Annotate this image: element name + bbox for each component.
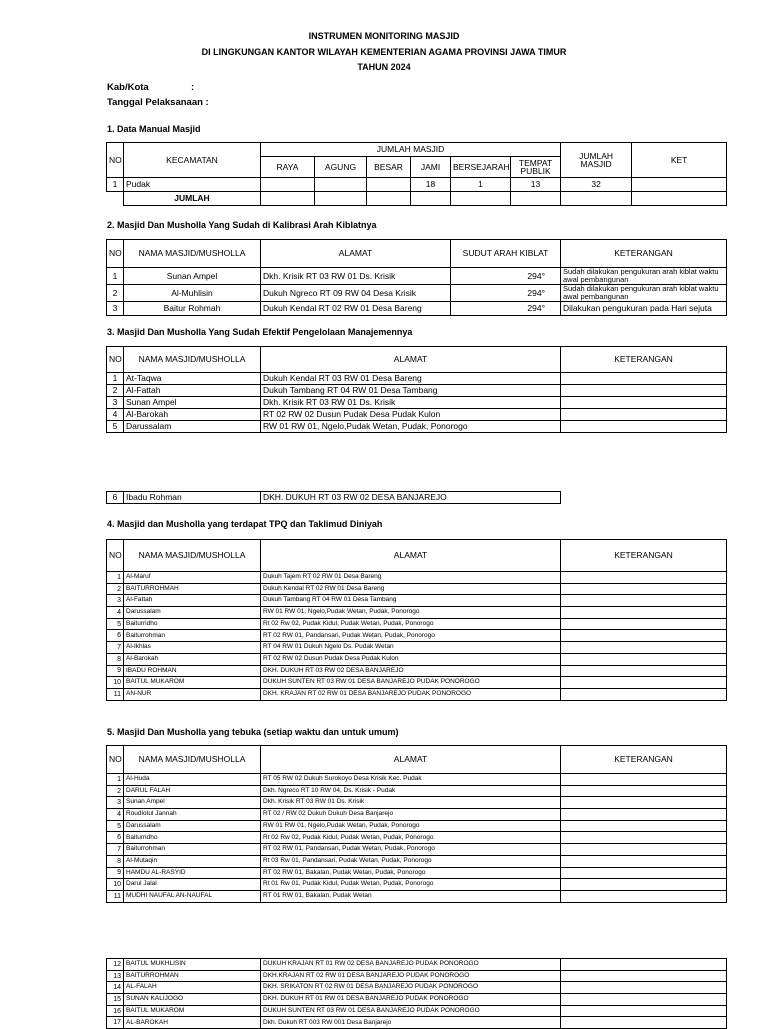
data-manual-table — [106, 142, 727, 206]
cell-alamat: RT 02 RW 02 Dusun Pudak Desa Pudak Kulon — [261, 653, 561, 665]
cell-nama: AL-BAROKAH — [124, 1017, 261, 1029]
table-row — [107, 409, 727, 421]
cell-agung — [315, 178, 367, 192]
cell-no: 9 — [107, 665, 124, 677]
cell-no: 1 — [107, 774, 124, 786]
cell-alamat: RT 02 RW 01, Pandansari, Pudak Wetan, Pudak, Ponorogo — [261, 630, 561, 642]
section5-title: 5. Masjid Dan Musholla yang tebuka (setiap waktu dan untuk umum) — [107, 727, 399, 737]
cell-ket — [632, 178, 727, 192]
cell-no: 8 — [107, 653, 124, 665]
cell-no: 4 — [107, 607, 124, 619]
cell-alamat: Dukuh Tajem RT 02 RW 01 Desa Bareng — [261, 572, 561, 584]
doc-title-line2: DI LINGKUNGAN KANTOR WILAYAH KEMENTERIAN AGAMA PROVINSI JAWA TIMUR — [201, 47, 567, 57]
cell-keterangan — [561, 832, 727, 844]
cell-nama: BAITUL MUKAROM — [124, 1005, 261, 1017]
cell-alamat: DUKUH KRAJAN RT 01 RW 02 DESA BANJAREJO PUDAK PONOROGO — [261, 959, 561, 971]
cell-alamat: Dkh. Krisik RT 03 RW 01 Ds. Krisik — [261, 268, 451, 285]
col-besar: BESAR — [367, 157, 411, 178]
table-row — [107, 178, 727, 192]
cell-nama: Darussalam — [124, 820, 261, 832]
col-no: NO — [107, 347, 124, 373]
cell-keterangan — [561, 665, 727, 677]
cell-alamat: RT 05 RW 02 Dukuh Surokoyo Desa Krisik Kec. Pudak — [261, 774, 561, 786]
table-row — [107, 785, 727, 797]
table-row — [107, 879, 727, 891]
cell-alamat: Dkh. Ngreco RT 10 RW 04, Ds. Krisik - Pudak — [261, 785, 561, 797]
cell-no: 3 — [107, 302, 124, 316]
cell-no: 7 — [107, 844, 124, 856]
cell-no: 6 — [107, 832, 124, 844]
cell-no: 1 — [107, 373, 124, 385]
cell-no: 17 — [107, 1017, 124, 1029]
table-row — [107, 688, 727, 700]
cell-keterangan — [561, 607, 727, 619]
cell-nama: HAMDU AL-RASYID — [124, 867, 261, 879]
table-row — [107, 572, 727, 584]
cell-nama: Ibadu Rohman — [124, 492, 261, 504]
table-row — [107, 618, 727, 630]
cell-keterangan — [561, 820, 727, 832]
cell-nama: Darussalam — [124, 421, 261, 433]
cell-no: 1 — [107, 572, 124, 584]
cell-keterangan — [561, 959, 727, 971]
cell-alamat: Dukuh Tambang RT 04 RW 01 Desa Tambang — [261, 595, 561, 607]
table-row — [107, 959, 727, 971]
cell-keterangan — [561, 994, 727, 1006]
cell-alamat: Dkh. Krisik RT 03 RW 01 Ds. Krisik — [261, 797, 561, 809]
col-tempat-publik: TEMPAT PUBLIK — [511, 157, 561, 178]
cell-alamat: RT 02 RW 01, Bakalan, Pudak Wetan, Pudak, Ponorogo — [261, 867, 561, 879]
cell-keterangan — [561, 642, 727, 654]
cell-no: 4 — [107, 409, 124, 421]
cell-no: 4 — [107, 809, 124, 821]
cell-keterangan — [561, 797, 727, 809]
cell-kecamatan: Pudak — [124, 178, 261, 192]
cell-nama: AL-FALAH — [124, 982, 261, 994]
cell-alamat: Dukuh Ngreco RT 09 RW 04 Desa Krisik — [261, 285, 451, 302]
cell-nama: Roudlotul Jannah — [124, 809, 261, 821]
kab-kota-colon: : — [191, 82, 195, 93]
total-row — [107, 192, 727, 206]
table-row — [107, 607, 727, 619]
cell-nama: Darul Jalal — [124, 879, 261, 891]
cell-nama: Baiturridho — [124, 832, 261, 844]
cell-alamat: Rt 02 Rw 02, Pudak Kidul, Pudak Wetan, Pudak, Ponorogo — [261, 832, 561, 844]
cell-nama: DARUL FALAH — [124, 785, 261, 797]
cell-keterangan: Dilakukan pengukuran pada Hari sejuta — [561, 302, 727, 316]
cell-nama: Al-Ikhlas — [124, 642, 261, 654]
cell-keterangan — [561, 809, 727, 821]
cell-keterangan: Sudah dilakukan pengukuran arah kiblat waktu awal pembangunan — [561, 285, 727, 302]
table-row — [107, 373, 727, 385]
cell-keterangan: Sudah dilakukan pengukuran arah kiblat waktu awal pembangunan — [561, 268, 727, 285]
cell-keterangan — [561, 1017, 727, 1029]
cell-nama: MUDHI NAUFAL AN-NAUFAL — [124, 890, 261, 902]
cell-no: 3 — [107, 595, 124, 607]
table-row — [107, 630, 727, 642]
cell-sudut: 294° — [451, 302, 561, 316]
table-row — [107, 832, 727, 844]
tpq-table — [106, 539, 727, 701]
cell-no: 16 — [107, 1005, 124, 1017]
cell-no: 9 — [107, 867, 124, 879]
cell-keterangan — [561, 688, 727, 700]
cell-nama: Al-Fattah — [124, 385, 261, 397]
table-row — [107, 492, 561, 504]
col-nama: NAMA MASJID/MUSHOLLA — [124, 746, 261, 774]
table-row — [107, 774, 727, 786]
cell-besar — [367, 178, 411, 192]
cell-no: 14 — [107, 982, 124, 994]
tanggal-label: Tanggal Pelaksanaan : — [107, 97, 209, 108]
cell-no: 6 — [107, 492, 124, 504]
col-raya: RAYA — [261, 157, 315, 178]
cell-nama: Baiturridho — [124, 618, 261, 630]
cell-keterangan — [561, 677, 727, 689]
cell-alamat: DUKUH SUNTEN RT 03 RW 01 DESA BANJAREJO PUDAK PONOROGO — [261, 677, 561, 689]
cell-no: 5 — [107, 618, 124, 630]
cell-no: 15 — [107, 994, 124, 1006]
section4-title: 4. Masjid dan Musholla yang terdapat TPQ dan Taklimud Diniyah — [107, 519, 383, 529]
cell-keterangan — [561, 867, 727, 879]
col-no: NO — [107, 240, 124, 268]
cell-jumlah: 32 — [561, 178, 632, 192]
cell-alamat: Rt 03 Rw 01, Pandansari, Pudak Wetan, Pudak, Ponorogo — [261, 855, 561, 867]
cell-no: 2 — [107, 285, 124, 302]
cell-nama: Al-Mutaqin — [124, 855, 261, 867]
cell-alamat: DKH.KRAJAN RT 02 RW 01 DESA BANJAREJO PUDAK PONOROGO — [261, 970, 561, 982]
cell-no: 6 — [107, 630, 124, 642]
cell-alamat: RW 01 RW 01, Ngelo,Pudak Wetan, Pudak, Ponorogo — [261, 421, 561, 433]
cell-keterangan — [561, 844, 727, 856]
terbuka-table — [106, 745, 727, 903]
cell-alamat: RT 01 RW 01, Bakalan, Pudak Wetan — [261, 890, 561, 902]
col-keterangan: KETERANGAN — [561, 240, 727, 268]
cell-no: 7 — [107, 642, 124, 654]
table-row — [107, 595, 727, 607]
cell-alamat: RT 02 RW 02 Dusun Pudak Desa Pudak Kulon — [261, 409, 561, 421]
cell-no: 10 — [107, 677, 124, 689]
cell-nama: Baiturrohman — [124, 844, 261, 856]
cell-nama: AN-NUR — [124, 688, 261, 700]
cell-nama: Al-Huda — [124, 774, 261, 786]
cell-raya — [261, 178, 315, 192]
cell-keterangan — [561, 855, 727, 867]
cell-alamat: Rt 02 Rw 02, Pudak Kidul, Pudak Wetan, Pudak, Ponorogo — [261, 618, 561, 630]
cell-nama: Darussalam — [124, 607, 261, 619]
col-keterangan: KETERANGAN — [561, 347, 727, 373]
table-row — [107, 855, 727, 867]
cell-nama: Al-Barokah — [124, 409, 261, 421]
doc-title-line1: INSTRUMEN MONITORING MASJID — [308, 31, 460, 41]
cell-no: 2 — [107, 785, 124, 797]
cell-nama: Sunan Ampel — [124, 397, 261, 409]
cell-nama: Al-Fattah — [124, 595, 261, 607]
col-ket: KET — [632, 143, 727, 178]
cell-alamat: DUKUH SUNTEN RT 03 RW 01 DESA BANJAREJO PUDAK PONOROGO — [261, 1005, 561, 1017]
col-sudut: SUDUT ARAH KIBLAT — [451, 240, 561, 268]
cell-nama: At-Taqwa — [124, 373, 261, 385]
cell-keterangan — [561, 785, 727, 797]
table-row — [107, 970, 727, 982]
col-keterangan: KETERANGAN — [561, 746, 727, 774]
cell-no: 5 — [107, 421, 124, 433]
cell-keterangan — [561, 630, 727, 642]
section1-title: 1. Data Manual Masjid — [107, 124, 201, 134]
cell-alamat: Dukuh Kendal RT 03 RW 01 Desa Bareng — [261, 373, 561, 385]
table-row — [107, 1017, 727, 1029]
col-bersejarah: BERSEJARAH — [451, 157, 511, 178]
cell-alamat: Dkh. Krisik RT 03 RW 01 Ds. Krisik — [261, 397, 561, 409]
cell-nama: Baiturrohman — [124, 630, 261, 642]
cell-alamat: Dukuh Tambang RT 04 RW 01 Desa Tambang — [261, 385, 561, 397]
terbuka-table-continued — [106, 958, 727, 1029]
section2-title: 2. Masjid Dan Musholla Yang Sudah di Kalibrasi Arah Kiblatnya — [107, 220, 377, 230]
cell-alamat: Dukuh Kendal RT 02 RW 01 Desa Bareng — [261, 583, 561, 595]
table-row — [107, 820, 727, 832]
col-agung: AGUNG — [315, 157, 367, 178]
cell-nama: BAITURROHMAN — [124, 970, 261, 982]
cell-no: 11 — [107, 890, 124, 902]
col-alamat: ALAMAT — [261, 540, 561, 572]
col-jumlah-masjid: JUMLAH MASJID — [261, 143, 561, 157]
cell-nama: IBADU ROHMAN — [124, 665, 261, 677]
table-row — [107, 982, 727, 994]
section3-title: 3. Masjid Dan Musholla Yang Sudah Efektif Pengelolaan Manajemennya — [107, 327, 413, 337]
manajemen-table — [106, 346, 727, 433]
col-no: NO — [107, 540, 124, 572]
cell-bersejarah: 1 — [451, 178, 511, 192]
col-jami: JAMI — [411, 157, 451, 178]
cell-no: 1 — [107, 268, 124, 285]
cell-alamat: RW 01 RW 01, Ngelo,Pudak Wetan, Pudak, Ponorogo — [261, 820, 561, 832]
table-row — [107, 797, 727, 809]
cell-keterangan — [561, 572, 727, 584]
cell-keterangan — [561, 595, 727, 607]
cell-nama: BAITUL MUKAROM — [124, 677, 261, 689]
cell-nama: Sunan Ampel — [124, 797, 261, 809]
table-row — [107, 397, 727, 409]
table-row — [107, 583, 727, 595]
cell-keterangan — [561, 583, 727, 595]
kab-kota-label: Kab/Kota — [107, 82, 149, 93]
cell-keterangan — [561, 774, 727, 786]
cell-tempat-publik: 13 — [511, 178, 561, 192]
cell-nama: Sunan Ampel — [124, 268, 261, 285]
cell-no: 1 — [107, 178, 124, 192]
table-row — [107, 867, 727, 879]
table-row — [107, 385, 727, 397]
cell-alamat: Rt 01 Rw 01, Pudak Kidul, Pudak Wetan, Pudak, Ponorogo — [261, 879, 561, 891]
cell-no: 10 — [107, 879, 124, 891]
cell-alamat: Dukuh Kendal RT 02 RW 01 Desa Bareng — [261, 302, 451, 316]
kiblat-table — [106, 239, 727, 316]
cell-jami: 18 — [411, 178, 451, 192]
cell-sudut: 294° — [451, 268, 561, 285]
col-keterangan: KETERANGAN — [561, 540, 727, 572]
cell-nama: BAITUL MUKHLISIN — [124, 959, 261, 971]
cell-no: 2 — [107, 583, 124, 595]
cell-alamat: DKH. DUKUH RT 03 RW 02 DESA BANJAREJO — [261, 665, 561, 677]
col-jumlah-masjid-total: JUMLAH MASJID — [561, 143, 632, 178]
table-row — [107, 285, 727, 302]
col-nama: NAMA MASJID/MUSHOLLA — [124, 240, 261, 268]
cell-keterangan — [561, 982, 727, 994]
table-row — [107, 809, 727, 821]
col-no: NO — [107, 746, 124, 774]
cell-no: 5 — [107, 820, 124, 832]
col-no: NO — [107, 143, 124, 178]
table-row — [107, 890, 727, 902]
cell-nama: Al-Maruf — [124, 572, 261, 584]
cell-nama: Baitur Rohmah — [124, 302, 261, 316]
cell-no: 12 — [107, 959, 124, 971]
cell-alamat: DKH. SRIKATON RT 02 RW 01 DESA BANJAREJO PUDAK PONOROGO — [261, 982, 561, 994]
table-row — [107, 268, 727, 285]
table-row — [107, 677, 727, 689]
cell-keterangan — [561, 890, 727, 902]
table-row — [107, 653, 727, 665]
total-label: JUMLAH — [124, 192, 261, 206]
cell-no: 8 — [107, 855, 124, 867]
cell-alamat: RT 02 RW 01, Pandansari, Pudak Wetan, Pudak, Ponorogo — [261, 844, 561, 856]
doc-title-line3: TAHUN 2024 — [357, 62, 411, 72]
cell-alamat: RT 04 RW 01 Dukuh Ngelo Ds. Pudak Wetan — [261, 642, 561, 654]
table-row — [107, 994, 727, 1006]
cell-keterangan — [561, 653, 727, 665]
col-nama: NAMA MASJID/MUSHOLLA — [124, 540, 261, 572]
col-kecamatan: KECAMATAN — [124, 143, 261, 178]
cell-keterangan — [561, 970, 727, 982]
col-alamat: ALAMAT — [261, 746, 561, 774]
cell-nama: Al-Barokah — [124, 653, 261, 665]
cell-alamat: RT 02 / RW 02 Dukuh Dukuh Desa Banjarejo — [261, 809, 561, 821]
cell-alamat: DKH. DUKUH RT 01 RW 01 DESA BANJAREJO PUDAK PONOROGO — [261, 994, 561, 1006]
cell-alamat: RW 01 RW 01, Ngelo,Pudak Wetan, Pudak, Ponorogo — [261, 607, 561, 619]
col-alamat: ALAMAT — [261, 347, 561, 373]
cell-no: 13 — [107, 970, 124, 982]
table-row — [107, 1005, 727, 1017]
cell-no: 2 — [107, 385, 124, 397]
table-row — [107, 642, 727, 654]
col-nama: NAMA MASJID/MUSHOLLA — [124, 347, 261, 373]
manajemen-table-continued — [106, 491, 561, 504]
cell-no: 11 — [107, 688, 124, 700]
cell-nama: SUNAN KALIJOGO — [124, 994, 261, 1006]
table-row — [107, 421, 727, 433]
cell-alamat: DKH. DUKUH RT 03 RW 02 DESA BANJAREJO — [261, 492, 561, 504]
table-row — [107, 665, 727, 677]
cell-alamat: Dkh. Dukuh RT 003 RW 001 Desa Banjarejo — [261, 1017, 561, 1029]
table-row — [107, 302, 727, 316]
table-row — [107, 844, 727, 856]
cell-sudut: 294° — [451, 285, 561, 302]
cell-no: 3 — [107, 397, 124, 409]
col-alamat: ALAMAT — [261, 240, 451, 268]
cell-nama: Al-Muhlisin — [124, 285, 261, 302]
cell-nama: BAITURROHMAH — [124, 583, 261, 595]
cell-keterangan — [561, 618, 727, 630]
cell-no: 3 — [107, 797, 124, 809]
cell-keterangan — [561, 879, 727, 891]
cell-alamat: DKH. KRAJAN RT 02 RW 01 DESA BANJAREJO PUDAK PONOROGO — [261, 688, 561, 700]
cell-keterangan — [561, 1005, 727, 1017]
